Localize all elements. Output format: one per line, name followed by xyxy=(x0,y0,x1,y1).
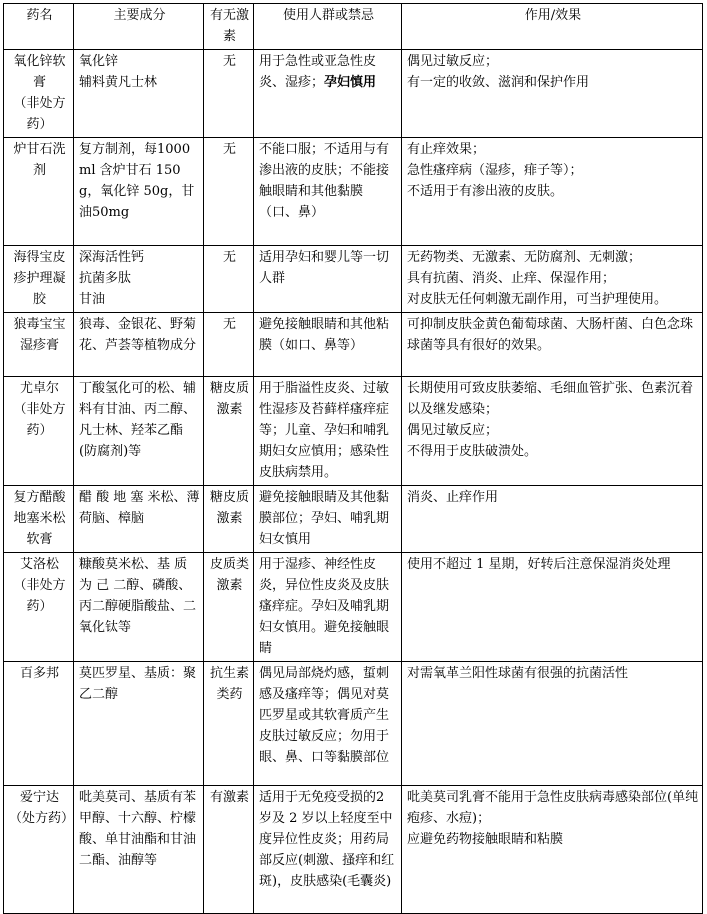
drug-name-line: （非处方药） xyxy=(13,578,66,614)
effect-line: 可抑制皮肤金黄色葡萄球菌、大肠杆菌、白色念珠球菌等具有很好的效果。 xyxy=(407,317,694,353)
header-row xyxy=(4,4,703,50)
drug-name-line: （非处方药） xyxy=(13,402,66,438)
drug-name-line: 氧化锌软膏 xyxy=(13,54,66,90)
hormone-cell: 有激素 xyxy=(204,786,254,914)
drug-name-line: 爱宁达 xyxy=(19,790,59,805)
ingredients-cell xyxy=(74,553,204,662)
table-row xyxy=(4,553,703,662)
ingredients-cell xyxy=(74,662,204,786)
header-effect: 作用/效果 xyxy=(402,4,703,50)
drug-name-cell xyxy=(4,50,74,138)
table-row xyxy=(4,50,703,138)
effect-line: 不得用于皮肤破溃处。 xyxy=(407,444,538,459)
header-hormone: 有无激素 xyxy=(204,4,254,50)
ingredient-line: 糠酸莫米松、基 质 为 己 二醇、磷酸、丙二醇硬脂酸盐、二氧化钛等 xyxy=(79,557,197,635)
ingredient-line: 氧化锌 xyxy=(79,54,119,69)
usage-warning: 孕妇慎用 xyxy=(324,75,377,90)
hormone-cell: 无 xyxy=(204,246,254,313)
table-row xyxy=(4,246,703,313)
usage-cell xyxy=(254,138,402,246)
usage-cell xyxy=(254,246,402,313)
drug-name-cell xyxy=(4,486,74,553)
usage-cell xyxy=(254,50,402,138)
effect-line: 偶见过敏反应； xyxy=(407,54,499,69)
usage-text: 适用于无免疫受损的2 岁及 2 岁以上轻度至中度异位性皮炎；用药局部反应(刺激、搔痒和红斑)，皮肤感染(毛囊炎) xyxy=(259,790,395,889)
effect-cell xyxy=(402,377,703,486)
effect-cell xyxy=(402,138,703,246)
table-row xyxy=(4,377,703,486)
usage-text: 用于脂溢性皮炎、过敏性湿疹及苔藓样瘙痒症等；儿童、孕妇和哺乳期妇女应慎用；感染性皮肤病禁用。 xyxy=(259,381,390,480)
usage-cell xyxy=(254,377,402,486)
ingredient-line: 甘油 xyxy=(79,292,106,307)
table-row xyxy=(4,138,703,246)
table-row xyxy=(4,486,703,553)
hormone-cell: 抗生素类药 xyxy=(204,662,254,786)
ingredient-line: 复方制剂，每1000ml 含炉甘石 150g，氧化锌 50g，甘油50mg xyxy=(79,142,195,220)
table-row xyxy=(4,313,703,377)
effect-line: 消炎、止痒作用 xyxy=(407,490,499,505)
ingredients-cell xyxy=(74,50,204,138)
effect-line: 急性瘙痒病（湿疹，痱子等）； xyxy=(407,163,583,178)
hormone-cell: 糖皮质激素 xyxy=(204,486,254,553)
ingredient-line: 莫匹罗星、基质：聚乙二醇 xyxy=(79,666,197,702)
ingredient-line: 辅料黄凡士林 xyxy=(79,75,158,90)
ingredients-cell xyxy=(74,246,204,313)
drug-name-cell xyxy=(4,553,74,662)
drug-name-line: （非处方药） xyxy=(13,96,66,132)
drug-name-cell xyxy=(4,662,74,786)
header-usage: 使用人群或禁忌 xyxy=(254,4,402,50)
ingredient-line: 吡美莫司、基质有苯甲醇、十六醇、柠檬酸、单甘油酯和甘油二酯、油醇等 xyxy=(79,790,197,868)
ingredient-line: 抗菌多肽 xyxy=(79,271,132,286)
ingredients-cell xyxy=(74,138,204,246)
ingredient-line: 丁酸氢化可的松、辅料有甘油、丙二醇、凡士林、羟苯乙酯 (防腐剂)等 xyxy=(79,381,197,459)
drug-name-line: 海得宝皮疹护理凝胶 xyxy=(13,250,66,307)
effect-line: 应避免药物接触眼睛和粘膜 xyxy=(407,832,564,847)
effect-line: 具有抗菌、消炎、止痒、保湿作用； xyxy=(407,271,616,286)
effect-line: 无药物类、无激素、无防腐剂、无刺激； xyxy=(407,250,642,265)
usage-cell xyxy=(254,662,402,786)
ingredients-cell xyxy=(74,486,204,553)
usage-text: 不能口服；不适用与有渗出液的皮肤；不能接触眼睛和其他黏膜（口、鼻） xyxy=(259,142,390,220)
ingredients-cell xyxy=(74,377,204,486)
effect-cell xyxy=(402,313,703,377)
usage-cell xyxy=(254,313,402,377)
drug-name-line: 艾洛松 xyxy=(19,557,59,572)
table-row xyxy=(4,662,703,786)
hormone-cell: 糖皮质激素 xyxy=(204,377,254,486)
hormone-cell: 无 xyxy=(204,138,254,246)
effect-line: 偶见过敏反应； xyxy=(407,423,499,438)
effect-cell xyxy=(402,246,703,313)
usage-text: 避免接触眼睛及其他黏膜部位；孕妇、哺乳期妇女慎用 xyxy=(259,490,390,547)
hormone-cell: 无 xyxy=(204,50,254,138)
hormone-cell: 无 xyxy=(204,313,254,377)
header-drug-name: 药名 xyxy=(4,4,74,50)
drug-name-cell xyxy=(4,138,74,246)
drug-name-line: 百多邦 xyxy=(19,666,59,681)
drug-comparison-table xyxy=(3,3,703,914)
effect-line: 长期使用可致皮肤萎缩、毛细血管扩张、色素沉着以及继发感染； xyxy=(407,381,694,417)
usage-text: 适用孕妇和婴儿等一切人群 xyxy=(259,250,390,286)
usage-text: 避免接触眼睛和其他粘膜（如口、鼻等） xyxy=(259,317,390,353)
usage-text: 用于湿疹、神经性皮炎，异位性皮炎及皮肤瘙痒症。孕妇及哺乳期妇女慎用。避免接触眼睛 xyxy=(259,557,390,656)
effect-line: 对需氧革兰阳性球菌有很强的抗菌活性 xyxy=(407,666,629,681)
effect-cell xyxy=(402,50,703,138)
effect-cell xyxy=(402,553,703,662)
ingredient-line: 醋 酸 地 塞 米松、薄荷脑、樟脑 xyxy=(79,490,200,526)
usage-cell xyxy=(254,486,402,553)
effect-line: 有止痒效果； xyxy=(407,142,486,157)
drug-name-cell xyxy=(4,246,74,313)
effect-line: 吡美莫司乳膏不能用于急性皮肤病毒感染部位(单纯疱疹、水痘)； xyxy=(407,790,699,826)
effect-line: 不适用于有渗出液的皮肤。 xyxy=(407,184,564,199)
drug-name-line: 狼毒宝宝湿疹膏 xyxy=(13,317,66,353)
effect-line: 对皮肤无任何刺激无副作用，可当护理使用。 xyxy=(407,292,668,307)
drug-name-line: 炉甘石洗剂 xyxy=(13,142,66,178)
drug-name-cell xyxy=(4,313,74,377)
drug-name-line: （处方药） xyxy=(9,811,75,826)
usage-text: 偶见局部烧灼感，蜇刺感及瘙痒等；偶见对莫匹罗星或其软膏质产生皮肤过敏反应；勿用于眼、鼻、口等黏膜部位 xyxy=(259,666,390,765)
effect-cell xyxy=(402,662,703,786)
ingredient-line: 深海活性钙 xyxy=(79,250,145,265)
usage-cell xyxy=(254,553,402,662)
hormone-cell: 皮质类激素 xyxy=(204,553,254,662)
effect-cell xyxy=(402,486,703,553)
drug-name-cell xyxy=(4,377,74,486)
header-ingredients: 主要成分 xyxy=(74,4,204,50)
drug-name-line: 复方醋酸地塞米松软膏 xyxy=(13,490,66,547)
effect-line: 有一定的收敛、滋润和保护作用 xyxy=(407,75,590,90)
drug-name-line: 尤卓尔 xyxy=(19,381,59,396)
effect-line: 使用不超过 1 星期，好转后注意保湿消炎处理 xyxy=(407,557,671,572)
ingredients-cell xyxy=(74,313,204,377)
ingredient-line: 狼毒、金银花、野菊花、芦荟等植物成分 xyxy=(79,317,197,353)
usage-text: 用于急性或亚急性皮炎、湿疹； xyxy=(259,54,377,90)
